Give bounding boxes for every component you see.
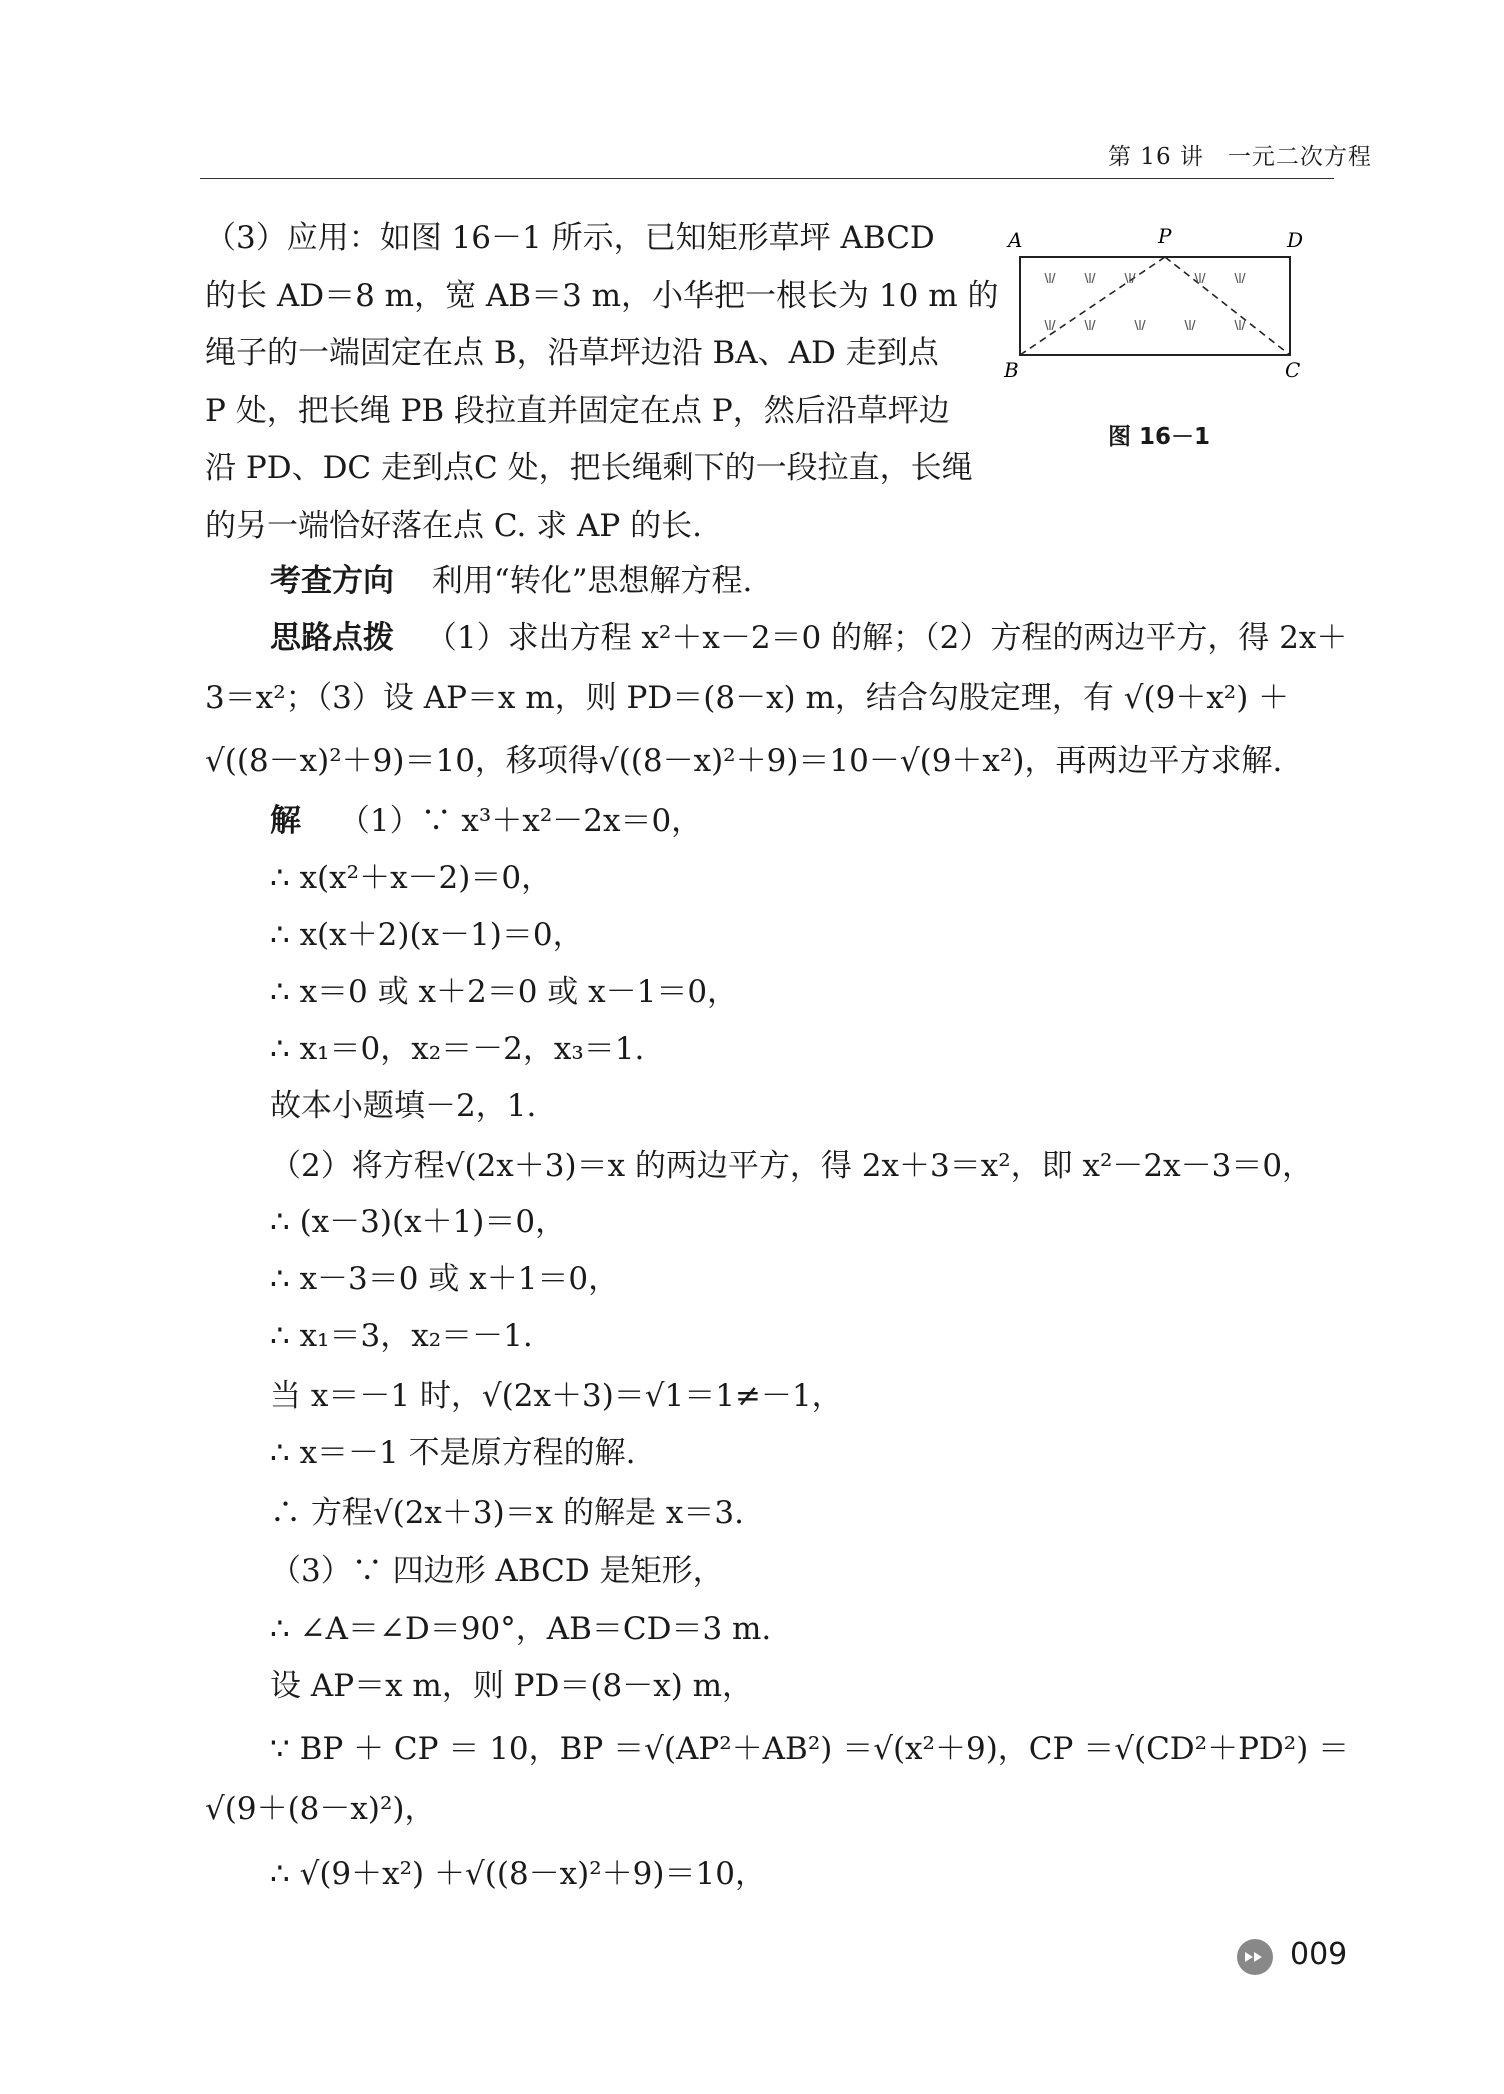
solution-line: ∴ x＝－1 不是原方程的解. [270,1435,636,1471]
hint-line: 3＝x²；（3）设 AP＝x m，则 PD＝(8－x) m，结合勾股定理，有 √(9＋x²) ＋ [205,680,1290,716]
solution-line: （3）∵ 四边形 ABCD 是矩形， [270,1553,724,1589]
hint-line: （1）求出方程 x²＋x－2＝0 的解；（2）方程的两边平方，得 2x＋ [425,620,1348,656]
solution-line: ∴ 方程√(2x＋3)＝x 的解是 x＝3. [270,1495,744,1531]
label-b: B [1004,358,1019,382]
problem-line: 的另一端恰好落在点 C. 求 AP 的长. [205,508,702,544]
running-header: 第 16 讲 一元二次方程 [1108,144,1372,170]
solution-label: 解 [270,803,301,839]
solution-line: ∴ (x－3)(x＋1)＝0， [270,1204,567,1240]
solution-first-row [270,795,702,840]
hint-line: √((8－x)²＋9)＝10，移项得√((8－x)²＋9)＝10－√(9＋x²)，再两边平方求解. [205,743,1283,779]
solution-line: （1）∵ x³＋x²－2x＝0， [338,803,703,839]
problem-line: 的长 AD＝8 m，宽 AB＝3 m，小华把一根长为 10 m 的 [205,278,999,314]
direction-row [270,555,752,600]
solution-line: 故本小题填－2，1. [270,1088,537,1124]
solution-line: ∴ x(x²＋x－2)＝0， [270,860,553,896]
solution-line: ∴ x₁＝0，x₂＝－2，x₃＝1. [270,1031,645,1067]
direction-label: 考查方向 [270,563,394,599]
solution-line: ∴ x(x＋2)(x－1)＝0， [270,917,584,953]
figure-caption: 图 16－1 [1108,424,1211,450]
solution-line: ∵ BP ＋ CP ＝ 10，BP ＝√(AP²＋AB²) ＝√(x²＋9)，CP ＝√(CD²＋PD²) ＝ [270,1731,1350,1767]
solution-line: ∴ ∠A＝∠D＝90°，AB＝CD＝3 m. [270,1611,772,1647]
problem-line: 绳子的一端固定在点 B，沿草坪边沿 BA、AD 走到点 [205,335,939,371]
grass-marks [1045,273,1245,330]
segment-bp [1020,257,1165,355]
page-number: 009 [1290,1937,1348,1972]
problem-line: P 处，把长绳 PB 段拉直并固定在点 P，然后沿草坪边 [205,393,950,429]
header-rule [200,178,1334,179]
solution-line: ∴ x－3＝0 或 x＋1＝0， [270,1261,620,1297]
problem-line: 沿 PD、DC 走到点C 处，把长绳剩下的一段拉直，长绳 [205,450,973,486]
hint-label: 思路点拨 [270,620,394,656]
label-c: C [1285,358,1301,382]
solution-line: （2）将方程√(2x＋3)＝x 的两边平方，得 2x＋3＝x²，即 x²－2x－3＝0， [270,1148,1314,1184]
arrow-circle-icon [1236,1938,1274,1976]
lawn-rectangle [1020,257,1290,355]
segment-pc [1165,257,1290,355]
solution-line: ∴ x＝0 或 x＋2＝0 或 x－1＝0， [270,974,739,1010]
rectangle-figure [1000,225,1310,385]
direction-text: 利用“转化”思想解方程. [431,563,753,599]
problem-line: （3）应用：如图 16－1 所示，已知矩形草坪 ABCD [205,220,935,256]
label-d: D [1287,228,1304,252]
label-p: P [1158,225,1172,248]
hint-row [270,612,1347,657]
solution-line: 当 x＝－1 时，√(2x＋3)＝√1＝1≠－1， [270,1378,843,1414]
solution-line: ∴ x₁＝3，x₂＝－1. [270,1318,533,1354]
label-a: A [1008,228,1023,252]
solution-line: √(9＋(8－x)²)， [205,1791,436,1827]
solution-line: ∴ √(9＋x²) ＋√((8－x)²＋9)＝10， [270,1856,766,1892]
solution-line: 设 AP＝x m，则 PD＝(8－x) m， [270,1668,754,1704]
